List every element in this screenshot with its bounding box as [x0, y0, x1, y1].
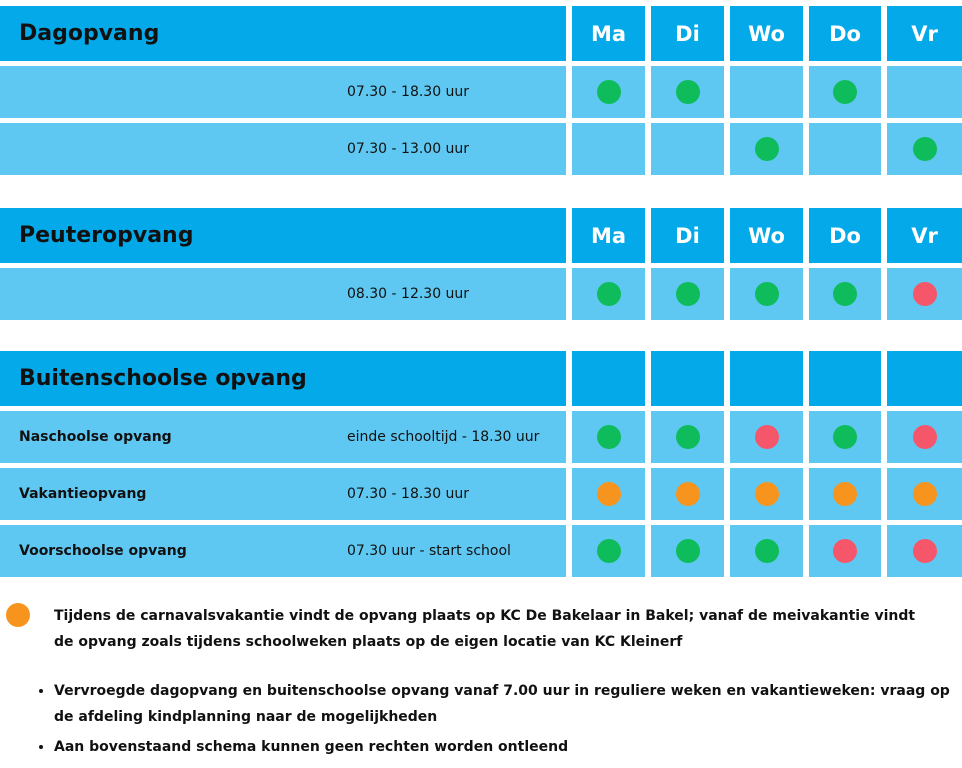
day-cell-di	[651, 123, 724, 175]
green-dot	[597, 80, 621, 104]
red-dot	[913, 282, 937, 306]
red-dot	[833, 539, 857, 563]
day-cell-do	[809, 268, 881, 320]
day-cell-vr	[887, 268, 962, 320]
table-row	[0, 468, 962, 520]
day-cell-di	[651, 66, 724, 118]
day-cell-vr	[887, 411, 962, 463]
day-header-ma: Ma	[572, 6, 645, 61]
row-info-cell	[0, 411, 566, 463]
table-row	[0, 66, 962, 118]
orange-dot	[755, 482, 779, 506]
orange-dot	[676, 482, 700, 506]
table-row	[0, 411, 962, 463]
day-header-ma	[572, 351, 645, 406]
green-dot	[755, 539, 779, 563]
day-header-ma: Ma	[572, 208, 645, 263]
day-cell-wo	[730, 411, 803, 463]
day-header-di: Di	[651, 6, 724, 61]
note-item: • Vervroegde dagopvang en buitenschoolse opvang vanaf 7.00 uur in reguliere weken en vakantieweken: vraag op de afdeling kindplanning naar de mogelijkheden	[54, 678, 962, 730]
row-time: 07.30 - 18.30 uur	[347, 84, 470, 100]
day-cell-wo	[730, 123, 803, 175]
legend-orange-dot	[6, 603, 30, 627]
row-info-cell	[0, 268, 566, 320]
day-header-do	[809, 351, 881, 406]
green-dot	[833, 80, 857, 104]
day-cell-ma	[572, 268, 645, 320]
day-cell-di	[651, 411, 724, 463]
green-dot	[676, 80, 700, 104]
section-header	[0, 6, 962, 61]
day-cell-vr	[887, 123, 962, 175]
row-label: Naschoolse opvang	[19, 429, 172, 445]
day-cell-vr	[887, 66, 962, 118]
day-header-do: Do	[809, 6, 881, 61]
section-title: Dagopvang	[19, 21, 160, 46]
table-row	[0, 123, 962, 175]
row-label: Vakantieopvang	[19, 486, 147, 502]
day-cell-wo	[730, 468, 803, 520]
row-label: Voorschoolse opvang	[19, 543, 187, 559]
section-header	[0, 351, 962, 406]
day-cell-wo	[730, 525, 803, 577]
green-dot	[676, 282, 700, 306]
row-info-cell	[0, 525, 566, 577]
day-cell-ma	[572, 66, 645, 118]
row-info-cell	[0, 468, 566, 520]
note-item: • Aan bovenstaand schema kunnen geen rechten worden ontleend	[54, 734, 962, 760]
section-header	[0, 208, 962, 263]
table-row	[0, 268, 962, 320]
section-title-cell	[0, 351, 566, 406]
row-time: 07.30 - 18.30 uur	[347, 486, 470, 502]
day-cell-do	[809, 66, 881, 118]
red-dot	[913, 425, 937, 449]
day-cell-ma	[572, 123, 645, 175]
green-dot	[597, 425, 621, 449]
day-cell-wo	[730, 268, 803, 320]
section-title-cell	[0, 208, 566, 263]
day-header-di	[651, 351, 724, 406]
day-cell-do	[809, 468, 881, 520]
day-cell-di	[651, 468, 724, 520]
section-title: Buitenschoolse opvang	[19, 366, 307, 391]
day-cell-ma	[572, 411, 645, 463]
legend-text: Tijdens de carnavalsvakantie vindt de opvang plaats op KC De Bakelaar in Bakel; vanaf de meivakantie vindt de opvang zoals tijdens schoolweken plaats op de eigen locatie van KC Kleinerf	[54, 608, 916, 650]
row-info-cell	[0, 123, 566, 175]
day-header-vr: Vr	[887, 208, 962, 263]
red-dot	[913, 539, 937, 563]
section-title: Peuteropvang	[19, 223, 194, 248]
row-time: 07.30 uur - start school	[347, 543, 511, 559]
day-cell-di	[651, 268, 724, 320]
day-cell-do	[809, 411, 881, 463]
red-dot	[755, 425, 779, 449]
day-cell-wo	[730, 66, 803, 118]
day-cell-do	[809, 123, 881, 175]
green-dot	[833, 282, 857, 306]
row-time: 07.30 - 13.00 uur	[347, 141, 470, 157]
notes-list	[30, 678, 962, 764]
orange-dot	[913, 482, 937, 506]
green-dot	[676, 425, 700, 449]
green-dot	[755, 282, 779, 306]
day-cell-vr	[887, 468, 962, 520]
orange-dot	[833, 482, 857, 506]
row-info-cell	[0, 66, 566, 118]
day-cell-ma	[572, 468, 645, 520]
table-row	[0, 525, 962, 577]
day-header-vr: Vr	[887, 6, 962, 61]
day-cell-di	[651, 525, 724, 577]
green-dot	[913, 137, 937, 161]
day-cell-do	[809, 525, 881, 577]
day-cell-ma	[572, 525, 645, 577]
green-dot	[597, 282, 621, 306]
day-header-wo: Wo	[730, 6, 803, 61]
orange-dot	[597, 482, 621, 506]
day-header-vr	[887, 351, 962, 406]
day-header-wo: Wo	[730, 208, 803, 263]
green-dot	[676, 539, 700, 563]
row-time: einde schooltijd - 18.30 uur	[347, 429, 540, 445]
green-dot	[833, 425, 857, 449]
green-dot	[755, 137, 779, 161]
day-header-wo	[730, 351, 803, 406]
section-title-cell	[0, 6, 566, 61]
row-time: 08.30 - 12.30 uur	[347, 286, 470, 302]
day-header-do: Do	[809, 208, 881, 263]
green-dot	[597, 539, 621, 563]
day-cell-vr	[887, 525, 962, 577]
day-header-di: Di	[651, 208, 724, 263]
